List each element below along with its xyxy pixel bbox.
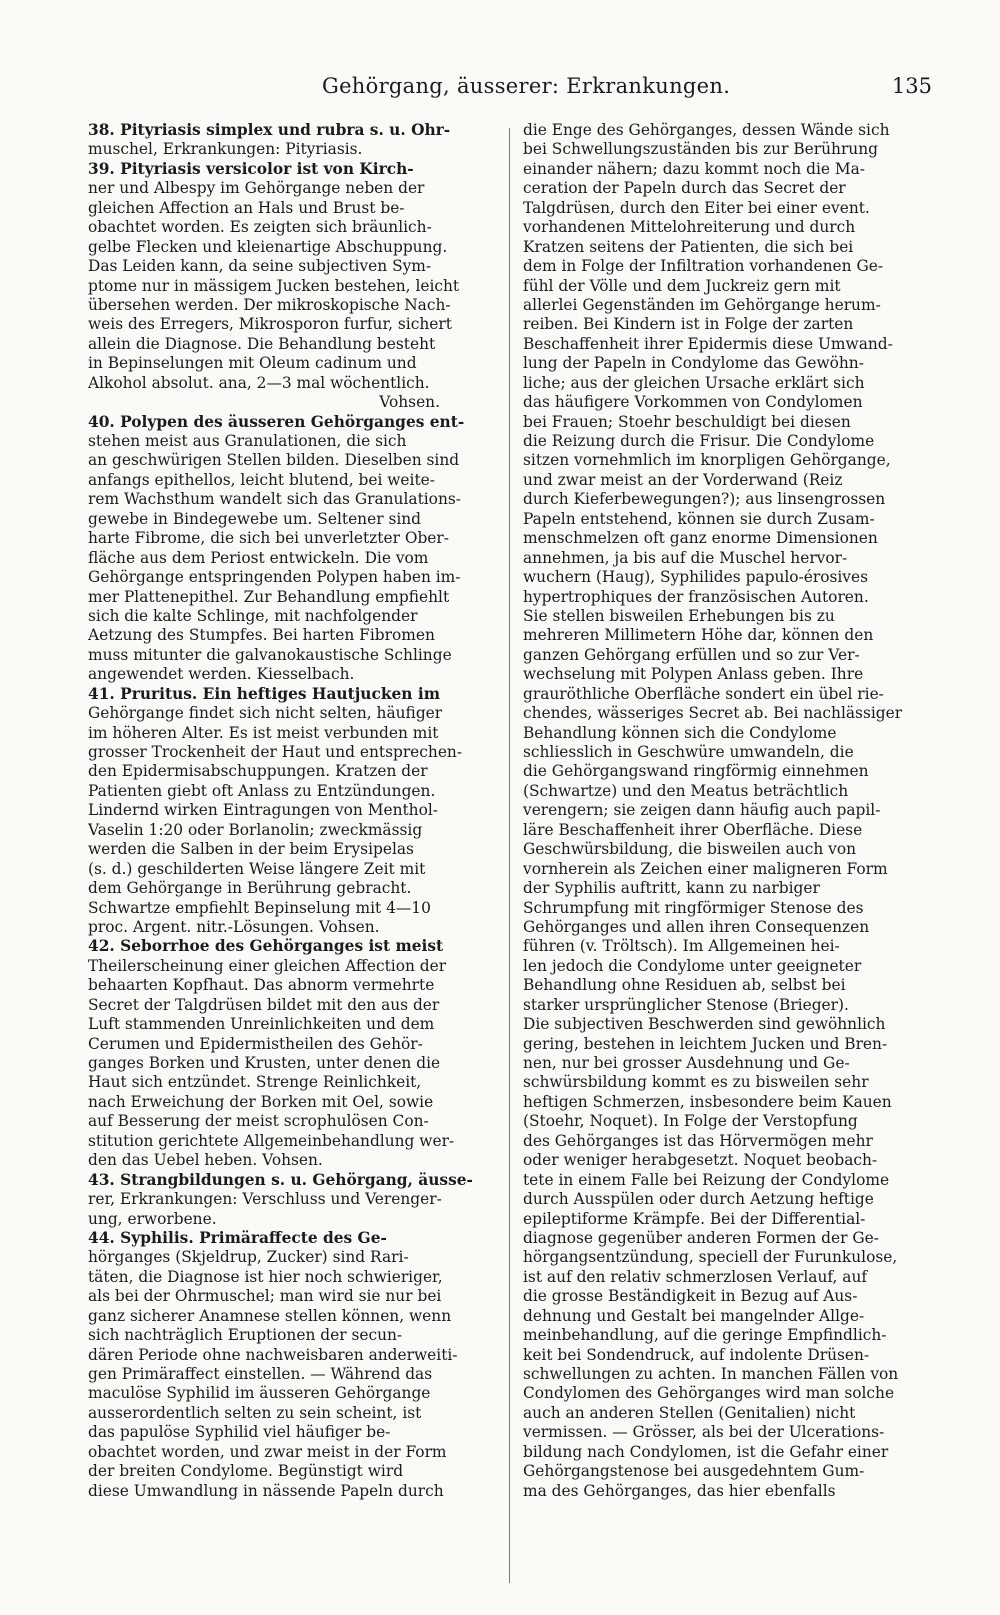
text-line: nach Erweichung der Borken mit Oel, sowie <box>88 1092 434 1111</box>
text-line: 43. Strangbildungen s. u. Gehörgang, äusse- <box>88 1170 473 1189</box>
text-line: starker ursprünglicher Stenose (Brieger). <box>523 995 849 1014</box>
text-line: Beschaffenheit ihrer Epidermis diese Umwand- <box>523 334 893 353</box>
page-number: 135 <box>891 74 932 98</box>
text-line: lung der Papeln in Condylome das Gewöhn- <box>523 354 864 373</box>
text-line: chendes, wässeriges Secret ab. Bei nachlässiger <box>523 704 903 723</box>
text-line: Das Leiden kann, da seine subjectiven Sym- <box>88 257 432 276</box>
text-line: grosser Trockenheit der Haut und entsprechen- <box>88 743 463 761</box>
text-line: täten, die Diagnose ist hier noch schwieriger, <box>88 1267 443 1286</box>
text-line: Schwartze empfiehlt Bepinselung mit 4—10 <box>88 898 431 917</box>
text-line: vornherein als Zeichen einer maligneren Form <box>523 859 888 878</box>
text-line: (Stoehr, Noquet). In Folge der Verstopfung <box>523 1112 858 1131</box>
text-line: werden die Salben in der beim Erysipelas <box>88 840 414 859</box>
text-line: schwürsbildung kommt es zu bisweilen sehr <box>523 1073 869 1092</box>
text-line: muss mitunter die galvanokaustische Schlinge <box>88 645 452 664</box>
text-line: keit bei Sondendruck, auf indolente Drüsen- <box>523 1345 870 1364</box>
text-line: (s. d.) geschilderten Weise längere Zeit mit <box>88 859 426 878</box>
text-line: Cerumen und Epidermistheilen des Gehör- <box>88 1034 423 1053</box>
text-line: dem Gehörgange in Berührung gebracht. <box>88 879 412 898</box>
text-line: angewendet werden. Kiesselbach. <box>88 665 355 684</box>
text-line: Gehörganges und allen ihren Consequenzen <box>523 917 870 936</box>
text-line: die Reizung durch die Frisur. Die Condylome <box>523 432 875 450</box>
text-line: annehmen, ja bis auf die Muschel hervor- <box>523 548 848 567</box>
text-line: dehnung und Gestalt bei mangelnder Allge- <box>523 1306 865 1325</box>
text-line: ceration der Papeln durch das Secret der <box>523 179 846 198</box>
text-line: weis des Erregers, Mikrosporon furfur, sichert <box>88 315 452 334</box>
text-line: fläche aus dem Periost entwickeln. Die vom <box>88 548 429 567</box>
text-line: vermissen. — Grösser, als bei der Ulcerations- <box>523 1423 885 1442</box>
text-line: behaarten Kopfhaut. Das abnorm vermehrte <box>88 976 435 995</box>
text-line: als bei der Ohrmuschel; man wird sie nur bei <box>88 1287 442 1306</box>
text-line: gewebe in Bindegewebe um. Seltener sind <box>88 509 422 528</box>
text-line: bei Schwellungszuständen bis zur Berührung <box>523 140 878 159</box>
text-line: 40. Polypen des äusseren Gehörganges ent- <box>88 412 465 431</box>
right-column <box>523 121 935 1501</box>
text-line: Talgdrüsen, durch den Eiter bei einer event. <box>523 198 870 217</box>
text-line: vorhandenen Mittelohreiterung und durch <box>523 218 856 237</box>
text-line: einander nähern; dazu kommt noch die Ma- <box>523 159 866 178</box>
text-line: wechselung mit Polypen Anlass geben. Ihre <box>523 665 864 684</box>
text-line: Luft stammenden Unreinlichkeiten und dem <box>88 1015 435 1034</box>
text-line: das papulöse Syphilid viel häufiger be- <box>88 1423 391 1442</box>
text-line: das häufigere Vorkommen von Condylomen <box>523 393 863 412</box>
text-line: Gehörgange entspringenden Polypen haben im- <box>88 568 461 587</box>
text-line: Schrumpfung mit ringförmiger Stenose des <box>523 898 864 917</box>
text-line: der breiten Condylome. Begünstigt wird <box>88 1462 404 1481</box>
text-line: rer, Erkrankungen: Verschluss und Verenger- <box>88 1190 442 1209</box>
text-line: verengern; sie zeigen dann häufig auch papil- <box>523 801 881 820</box>
text-line: allerlei Gegenständen im Gehörgange herum- <box>523 295 881 314</box>
text-line: ganz sicherer Anamnese stellen können, wenn <box>88 1306 452 1325</box>
text-line: 38. Pityriasis simplex und rubra s. u. Ohr- <box>88 121 451 139</box>
text-line: muschel, Erkrankungen: Pityriasis. <box>88 140 363 159</box>
text-line: sich die kalte Schlinge, mit nachfolgender <box>88 606 418 625</box>
text-line: grauröthliche Oberfläche sondert ein übel rie- <box>523 684 884 703</box>
text-line: an geschwürigen Stellen bilden. Dieselben sind <box>88 451 460 470</box>
text-line: gleichen Affection an Hals und Brust be- <box>88 198 405 217</box>
text-line: oder weniger herabgesetzt. Noquet beobach- <box>523 1151 878 1170</box>
text-line: Papeln entstehend, können sie durch Zusam- <box>523 509 875 528</box>
text-line: ist auf den relativ schmerzlosen Verlauf, auf <box>523 1267 868 1286</box>
text-line: führen (v. Tröltsch). Im Allgemeinen hei- <box>523 937 840 956</box>
text-line: ung, erworbene. <box>88 1209 217 1228</box>
running-title: Gehörgang, äusserer: Erkrankungen. <box>322 74 731 98</box>
text-line: harte Fibrome, die sich bei unverletzter Ober- <box>88 529 449 548</box>
text-line: ma des Gehörganges, das hier ebenfalls <box>523 1481 836 1500</box>
text-line: durch Kieferbewegungen?); aus linsengrossen <box>523 490 886 509</box>
text-line: bildung nach Condylomen, ist die Gefahr einer <box>523 1442 889 1461</box>
text-line: liche; aus der gleichen Ursache erklärt sich <box>523 373 865 392</box>
text-line: meinbehandlung, auf die geringe Empfindlich- <box>523 1326 887 1345</box>
text-line: fühl der Völle und dem Juckreiz gern mit <box>523 276 841 295</box>
text-line: dem in Folge der Infiltration vorhandenen Ge- <box>523 257 884 276</box>
text-line: Haut sich entzündet. Strenge Reinlichkeit, <box>88 1073 422 1092</box>
text-line: Behandlung ohne Residuen ab, selbst bei <box>523 976 846 995</box>
text-line: Vohsen. <box>379 393 440 412</box>
text-line: anfangs epithellos, leicht blutend, bei weite- <box>88 470 435 489</box>
text-line: proc. Argent. nitr.-Lösungen. Vohsen. <box>88 917 380 936</box>
text-line: hypertrophiques der französischen Autoren. <box>523 587 869 606</box>
text-line: gering, bestehen in leichtem Jucken und Bren- <box>523 1034 888 1053</box>
text-line: ner und Albespy im Gehörgange neben der <box>88 179 425 198</box>
text-line: mehreren Millimetern Höhe dar, können den <box>523 626 874 645</box>
text-line: auf Besserung der meist scrophulösen Con- <box>88 1112 429 1131</box>
text-line: Behandlung können sich die Condylome <box>523 723 837 742</box>
text-line: (Schwartze) und den Meatus beträchtlich <box>523 781 849 800</box>
text-line: Gehörgangstenose bei ausgedehntem Gum- <box>523 1462 865 1481</box>
text-line: Die subjectiven Beschwerden sind gewöhnlich <box>523 1015 886 1034</box>
text-line: die grosse Beständigkeit in Bezug auf Aus- <box>523 1287 858 1306</box>
text-line: hörganges (Skjeldrup, Zucker) sind Rari- <box>88 1248 409 1267</box>
text-line: auch an anderen Stellen (Genitalien) nicht <box>523 1403 856 1422</box>
text-line: schliesslich in Geschwüre umwandeln, die <box>523 743 854 761</box>
text-line: obachtet worden, und zwar meist in der Form <box>88 1442 447 1461</box>
text-line: heftigen Schmerzen, insbesondere beim Kauen <box>523 1092 892 1111</box>
text-line: ganges Borken und Krusten, unter denen die <box>88 1054 441 1072</box>
text-line: allein die Diagnose. Die Behandlung besteht <box>88 334 436 353</box>
text-line: ganzen Gehörgang erfüllen und so zur Ver- <box>523 645 860 664</box>
text-line: sich nachträglich Eruptionen der secun- <box>88 1326 403 1345</box>
text-line: sitzen vornehmlich im knorpligen Gehörgange, <box>523 451 891 470</box>
text-line: 41. Pruritus. Ein heftiges Hautjucken im <box>88 684 440 703</box>
text-line: durch Ausspülen oder durch Aetzung heftige <box>523 1190 874 1209</box>
text-line: len jedoch die Condylome unter geeigneter <box>523 956 862 975</box>
text-line: Theilerscheinung einer gleichen Affection der <box>88 956 447 975</box>
text-line: mer Plattenepithel. Zur Behandlung empfiehlt <box>88 587 450 606</box>
running-header <box>0 74 1000 104</box>
text-line: Aetzung des Stumpfes. Bei harten Fibromen <box>88 626 435 645</box>
text-line: den Epidermisabschuppungen. Kratzen der <box>88 762 428 781</box>
text-line: läre Beschaffenheit ihrer Oberfläche. Diese <box>523 820 863 839</box>
text-line: 44. Syphilis. Primäraffecte des Ge- <box>88 1228 387 1247</box>
text-line: Condylomen des Gehörganges wird man solche <box>523 1384 895 1403</box>
text-line: Secret der Talgdrüsen bildet mit den aus der <box>88 995 440 1014</box>
text-line: diagnose gegenüber anderen Formen der Ge- <box>523 1228 879 1247</box>
text-line: Patienten giebt oft Anlass zu Entzündungen. <box>88 781 436 800</box>
text-line: maculöse Syphilid im äusseren Gehörgange <box>88 1384 431 1403</box>
text-line: ausserordentlich selten zu sein scheint, ist <box>88 1403 422 1422</box>
text-line: des Gehörganges ist das Hörvermögen mehr <box>523 1131 873 1150</box>
text-line: Vaselin 1:20 oder Borlanolin; zweckmässig <box>88 820 423 839</box>
text-line: die Enge des Gehörganges, dessen Wände sich <box>523 121 890 139</box>
text-line: stitution gerichtete Allgemeinbehandlung wer- <box>88 1131 455 1150</box>
text-line: hörgangsentzündung, speciell der Furunkulose, <box>523 1248 898 1267</box>
text-line: obachtet worden. Es zeigten sich bräunlich- <box>88 218 432 237</box>
text-line: gelbe Flecken und kleienartige Abschuppung. <box>88 237 448 256</box>
text-line: 39. Pityriasis versicolor ist von Kirch- <box>88 159 414 178</box>
text-line: tete in einem Falle bei Reizung der Condylome <box>523 1170 890 1189</box>
text-line: den das Uebel heben. Vohsen. <box>88 1151 323 1170</box>
text-line: ptome nur in mässigem Jucken bestehen, leicht <box>88 276 460 295</box>
left-column <box>88 121 500 1501</box>
text-line: Kratzen seitens der Patienten, die sich bei <box>523 237 854 256</box>
text-line: schwellungen zu achten. In manchen Fällen von <box>523 1365 899 1383</box>
text-line: im höheren Alter. Es ist meist verbunden mit <box>88 723 439 742</box>
text-line: Geschwürsbildung, die bisweilen auch von <box>523 840 857 859</box>
text-line: diese Umwandlung in nässende Papeln durch <box>88 1481 444 1500</box>
text-line: in Bepinselungen mit Oleum cadinum und <box>88 354 417 373</box>
text-line: epileptiforme Krämpfe. Bei der Differential- <box>523 1209 866 1228</box>
text-line: übersehen werden. Der mikroskopische Nach- <box>88 295 451 314</box>
text-line: die Gehörgangswand ringförmig einnehmen <box>523 762 869 781</box>
text-line: gen Primäraffect einstellen. — Während das <box>88 1365 433 1383</box>
text-line: Sie stellen bisweilen Erhebungen bis zu <box>523 606 835 625</box>
text-line: Alkohol absolut. ana, 2—3 mal wöchentlich. <box>88 373 430 392</box>
text-line: der Syphilis auftritt, kann zu narbiger <box>523 879 820 898</box>
text-line: stehen meist aus Granulationen, die sich <box>88 432 407 450</box>
text-line: bei Frauen; Stoehr beschuldigt bei diesen <box>523 412 851 431</box>
text-line: dären Periode ohne nachweisbaren anderweiti- <box>88 1345 458 1364</box>
text-line: Lindernd wirken Eintragungen von Menthol- <box>88 801 438 820</box>
text-line: wuchern (Haug), Syphilides papulo-érosives <box>523 568 868 587</box>
text-line: und zwar meist an der Vorderwand (Reiz <box>523 470 843 489</box>
text-line: rem Wachsthum wandelt sich das Granulations- <box>88 490 461 509</box>
text-line: 42. Seborrhoe des Gehörganges ist meist <box>88 937 444 956</box>
text-line: nen, nur bei grosser Ausdehnung und Ge- <box>523 1054 850 1072</box>
text-line: Gehörgange findet sich nicht selten, häufiger <box>88 704 443 723</box>
text-line: reiben. Bei Kindern ist in Folge der zarten <box>523 315 854 334</box>
column-divider <box>509 128 510 1583</box>
text-line: menschmelzen oft ganz enorme Dimensionen <box>523 529 878 548</box>
